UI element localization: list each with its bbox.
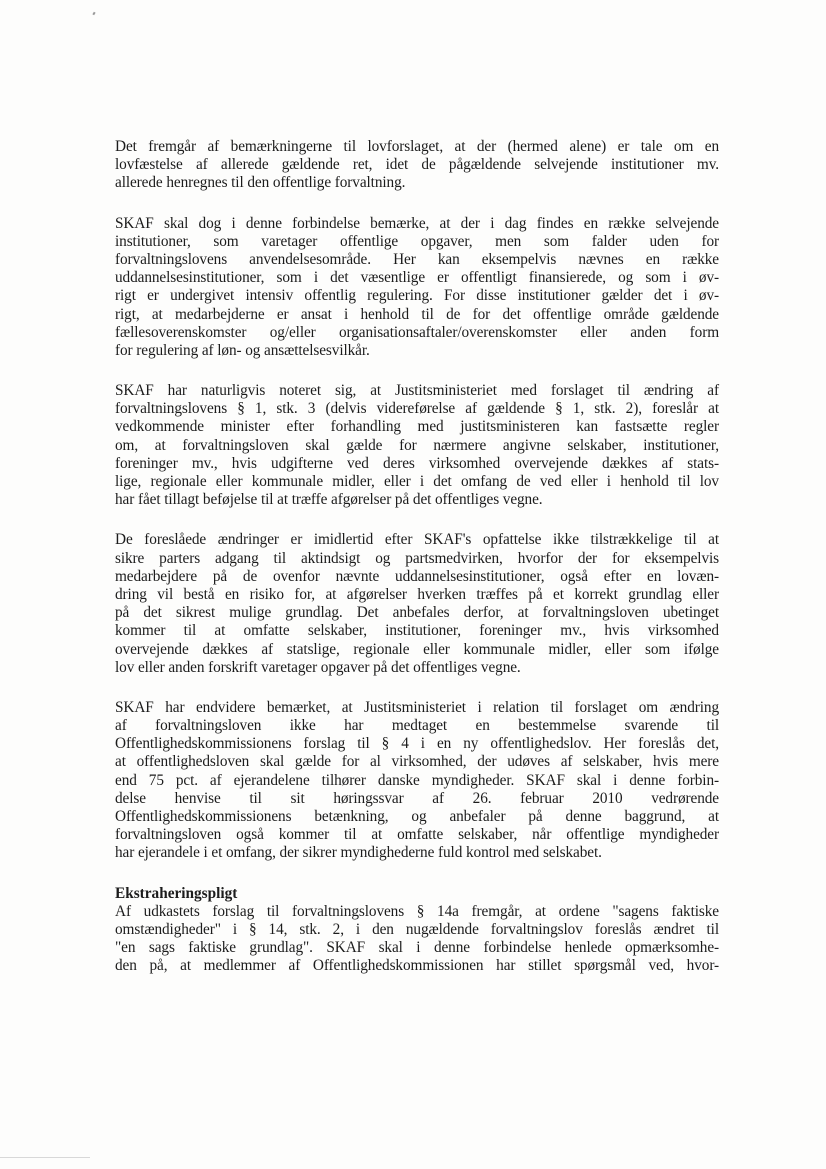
text-line: omstændigheder" i § 14, stk. 2, i den nugældende forvaltningslov foreslås ændret til: [115, 920, 719, 938]
text-line: rigt er undergivet intensiv offentlig regulering. For disse institutioner gælder det i øv-: [115, 287, 719, 305]
paragraph-3: [115, 382, 719, 509]
paragraph-5: [115, 699, 719, 863]
paragraph-2: [115, 215, 719, 361]
text-line: vedkommende minister efter forhandling med justitsministeren kan fastsætte regler: [115, 418, 719, 436]
text-line: lige, regionale eller kommunale midler, eller i det omfang de ved eller i henhold til lov: [115, 473, 719, 490]
text-line: Det fremgår af bemærkningerne til lovforslaget, at der (hermed alene) er tale om en: [115, 138, 719, 155]
text-line: fællesoverenskomster og/eller organisationsaftaler/overenskomster eller anden form: [115, 323, 719, 341]
scan-edge-line: [0, 1157, 90, 1158]
text-line: rigt, at medarbejderne er ansat i henhold til de for det offentlige område gældende: [115, 305, 719, 323]
paragraph-4: [115, 531, 719, 677]
text-line: delse henvise til sit høringssvar af 26. februar 2010 vedrørende: [115, 789, 719, 807]
text-line: kommer til at omfatte selskaber, institutioner, foreninger mv., hvis virksomhed: [115, 622, 719, 640]
text-line: uddannelsesinstitutioner, som i det væsentlige er offentligt finansierede, og som i øv-: [115, 269, 719, 287]
text-line: har ejerandele i et omfang, der sikrer myndighederne fuld kontrol med selskabet.: [115, 844, 602, 862]
text-line: forvaltningslovens § 1, stk. 3 (delvis videreførelse af gældende § 1, stk. 2), foreslår at: [115, 400, 719, 418]
text-line: allerede henregnes til den offentlige forvaltning.: [115, 174, 406, 192]
text-line: SKAF skal dog i denne forbindelse bemærke, at der i dag findes en række selvejende: [115, 214, 719, 232]
section-heading: Ekstraheringspligt: [115, 884, 238, 902]
text-line: SKAF har naturligvis noteret sig, at Justitsministeriet med forslaget til ændring af: [115, 382, 719, 400]
text-line: at offentlighedsloven skal gælde for al virksomhed, der udøves af selskaber, hvis mere: [115, 753, 719, 771]
text-line: den på, at medlemmer af Offentlighedskommissionen har stillet spørgsmål ved, hvor-: [115, 957, 719, 975]
text-line: institutioner, som varetager offentlige opgaver, men som falder uden for: [115, 232, 719, 250]
text-line: Offentlighedskommissionens forslag til § 4 i en ny offentlighedslov. Her foreslås det,: [115, 735, 719, 753]
text-line: lov eller anden forskrift varetager opgaver på det offentliges vegne.: [115, 658, 521, 676]
scan-speck: [92, 12, 95, 16]
text-line: på det sikrest mulige grundlag. Det anbefales derfor, at forvaltningsloven ubetinget: [115, 604, 719, 622]
text-line: dring vil bestå en risiko for, at afgørelser hverken træffes på et korrekt grundlag eller: [115, 585, 719, 603]
text-line: Af udkastets forslag til forvaltningslovens § 14a fremgår, at ordene "sagens faktiske: [115, 902, 719, 920]
text-line: for regulering af løn- og ansættelsesvilkår.: [115, 341, 370, 359]
text-line: foreninger mv., hvis udgifterne ved deres virksomhed overvejende dækkes af stats-: [115, 454, 719, 472]
text-line: har fået tillagt beføjelse til at træffe afgørelser på det offentliges vegne.: [115, 491, 543, 509]
paragraph-1: [115, 138, 719, 193]
text-line: overvejende dækkes af statslige, regionale eller kommunale midler, eller som ifølge: [115, 640, 719, 658]
text-line: end 75 pct. af ejerandelene tilhører danske myndigheder. SKAF skal i denne forbin-: [115, 771, 719, 789]
text-line: SKAF har endvidere bemærket, at Justitsministeriet i relation til forslaget om ændring: [115, 698, 719, 716]
text-line: De foreslåede ændringer er imidlertid efter SKAF's opfattelse ikke tilstrækkelige til at: [115, 531, 719, 549]
section-ekstraheringspligt: [115, 885, 719, 976]
text-line: forvaltningsloven også kommer til at omfatte selskaber, når offentlige myndigheder: [115, 826, 719, 844]
text-line: af forvaltningsloven ikke har medtaget en bestemmelse svarende til: [115, 717, 719, 735]
text-line: forvaltningslovens anvendelsesområde. Her kan eksempelvis nævnes en række: [115, 250, 719, 268]
text-line: medarbejdere på de ovenfor nævnte uddannelsesinstitutioner, også efter en lovæn-: [115, 567, 719, 585]
text-line: sikre parters adgang til aktindsigt og partsmedvirken, hvorfor der for eksempelvis: [115, 549, 719, 567]
document-body: [115, 138, 719, 998]
text-line: Offentlighedskommissionens betænkning, og anbefaler på denne baggrund, at: [115, 808, 719, 825]
text-line: lovfæstelse af allerede gældende ret, idet de pågældende selvejende institutioner mv.: [115, 156, 719, 174]
text-line: om, at forvaltningsloven skal gælde for nærmere angivne selskaber, institutioner,: [115, 436, 719, 454]
text-line: "en sags faktiske grundlag". SKAF skal i denne forbindelse henlede opmærksomhe-: [115, 939, 719, 957]
